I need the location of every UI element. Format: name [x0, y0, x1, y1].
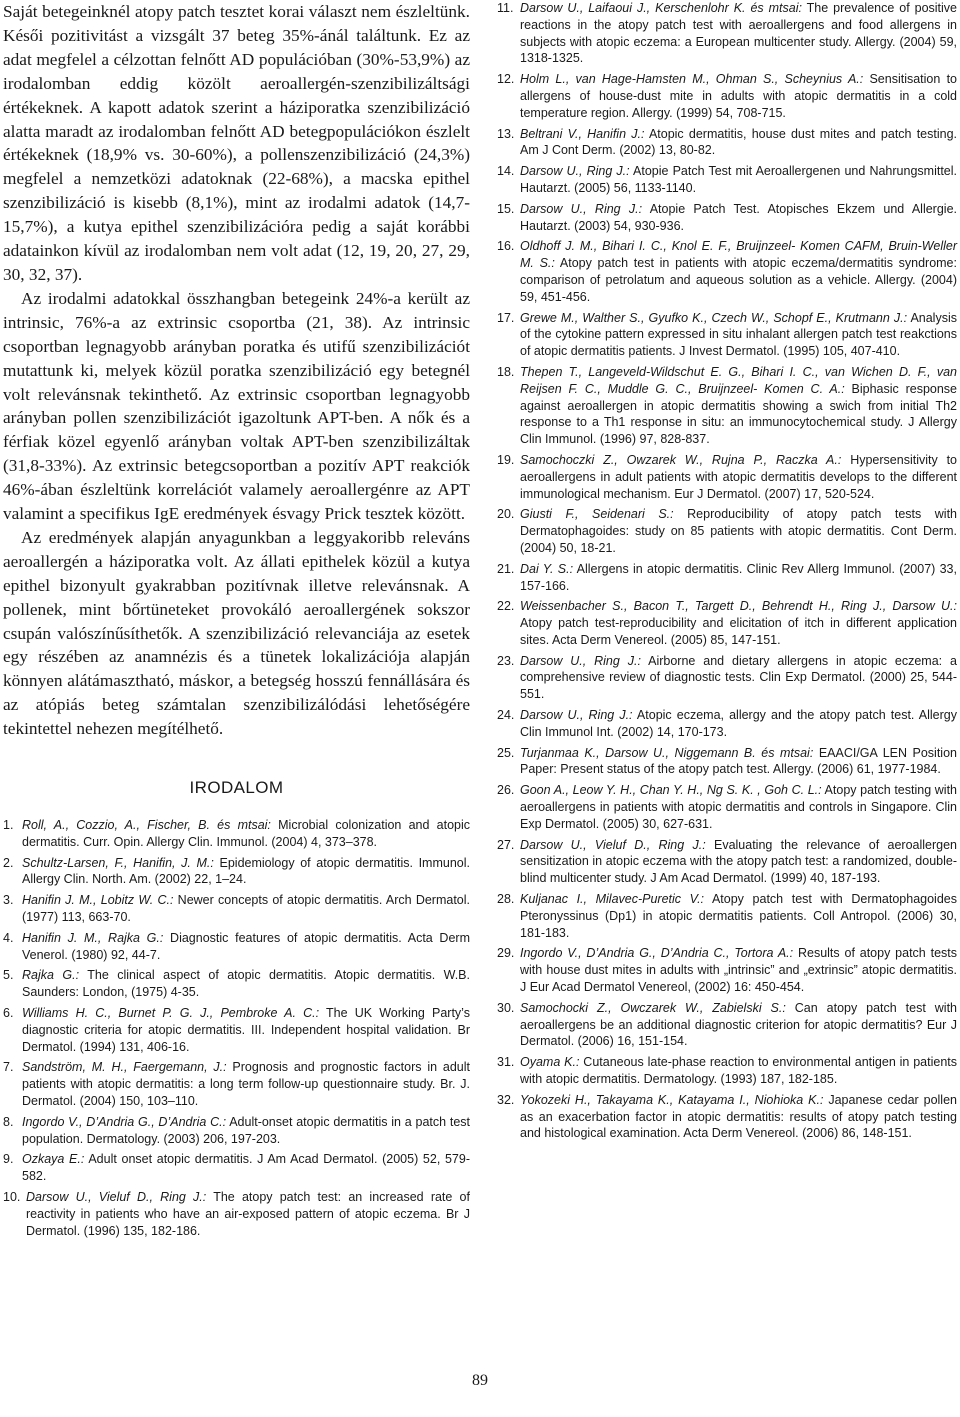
- reference-body: [22, 855, 470, 889]
- reference-authors: Weissenbacher S., Bacon T., Targett D., Behrendt H., Ring J., Darsow U.:: [520, 599, 957, 614]
- reference-citation: Microbial colonization and atopic dermatitis. Curr. Opin. Allergy Clin. Immunol. (2004) 4, 373–378.: [22, 818, 471, 849]
- reference-number: 29.: [497, 946, 515, 961]
- reference-citation: EAACI/GA LEN Position Paper: Present status of the atopy patch test. Allergy. (2006) 61, 1977-1984.: [520, 745, 957, 777]
- reference-number: 27.: [497, 837, 515, 852]
- page-number: 89: [472, 1372, 488, 1389]
- reference-citation: Atopy patch test-reproducibility and elicitation of itch in different application sites. Acta Derm Venereol. (2005) 85, 147-151.: [520, 616, 957, 647]
- reference-item: [497, 71, 957, 121]
- reference-number: 32.: [497, 1092, 515, 1107]
- reference-body: [520, 201, 957, 235]
- reference-number: 30.: [497, 1000, 515, 1015]
- reference-item: [497, 1054, 957, 1088]
- reference-body: [520, 310, 957, 360]
- reference-item: [497, 1000, 957, 1050]
- reference-body: [22, 967, 470, 1001]
- reference-body: [520, 891, 957, 941]
- reference-body: [22, 892, 470, 926]
- reference-citation: Analysis of the cytokine pattern expressed in situ inhalant allergen patch test reakctions of atopic dermatitis patients. J Invest Dermatol. (1995) 105, 407-410.: [520, 310, 957, 359]
- reference-authors: Oldhoff J. M., Bihari I. C., Knol E. F., Bruijnzeel- Komen CAFM, Bruin-Weller M. S.:: [520, 239, 957, 271]
- reference-item: [497, 1092, 957, 1142]
- reference-list-left: [3, 817, 470, 1239]
- reference-number: 18.: [497, 364, 515, 379]
- reference-authors: Sandström, M. H., Faergemann, J.:: [22, 1060, 227, 1075]
- reference-item: [497, 310, 957, 360]
- body-paragraph: Az eredmények alapján anyagunkban a leggyakoribb releváns aeroallergén a háziporatka volt. Az állati epithelek közül a kutya epithel bizonyult gyakrabban pozitívnak illetve relevánsnak. A pollenek, mint bőrtüneteket provokáló aeroallergének sokszor csupán valószínűsíthetők. A szenzibilizáció relevanciája az esetek egy részében az anamnézis és a tünetek lokalizációja alapján könnyen alátámasztható, máskor, a betegség hosszú fennállására és az atópiás beteg számtalan szenzibilizálódási lehetőségére tekintettel nehezen megítélhető.: [3, 527, 470, 739]
- reference-authors: Darsow U., Ring J.:: [520, 201, 643, 216]
- reference-body: [22, 930, 470, 964]
- reference-authors: Schultz-Larsen, F., Hanifin, J. M.:: [22, 855, 214, 870]
- body-paragraph: Az irodalmi adatokkal összhangban betegeink 24%-a került az intrinsic, 76%-a az extrinsic csoportba (21, 38). Az intrinsic csoportban legnagyobb arányban poratka és utifű szenzibilizációt mutattunk ki, melyek közül poratka szenzibilizáció egy betegnél volt relevánsnak tekinthető. Az extrinsic csoportban legnagyobb arányban pollen szenzibilizációt igazoltunk APT-ben. A nők és a férfiak közel egyenlő arányban voltak APT-ben szenzibilizáltak (31,8-33%). Az extrinsic betegcsoportban a pozitív APT reakciók 46%-ában észleltünk korrelációt valamely aeroallergénre az APT valamint a specifikus IgE eredmények ésvagy Prick tesztek között.: [3, 288, 470, 524]
- reference-authors: Darsow U., Ring J.:: [520, 653, 641, 668]
- reference-citation: The clinical aspect of atopic dermatitis. Atopic dermatitis. W.B. Saunders: London, (1975) 4-35.: [22, 968, 470, 1000]
- reference-body: [22, 1059, 470, 1109]
- reference-number: 22.: [497, 599, 515, 614]
- reference-item: [497, 598, 957, 648]
- reference-body: [22, 817, 470, 851]
- reference-number: 17.: [497, 310, 515, 325]
- reference-citation: Cutaneous late-phase reaction to environmental antigen in patients with atopic dermatitis. Dermatology. (1993) 187, 182-185.: [520, 1055, 957, 1087]
- reference-body: [520, 782, 957, 832]
- reference-number: 4.: [3, 930, 14, 945]
- reference-body: [520, 1000, 957, 1050]
- reference-authors: Ingordo V., D’Andria G., D’Andria C., Tortora A.:: [520, 946, 794, 961]
- reference-item: [3, 817, 470, 851]
- reference-authors: Ozkaya E.:: [22, 1152, 85, 1167]
- reference-citation: Prognosis and prognostic factors in adult patients with atopic dermatitis: a long term follow-up questionnaire study. Br. J. Dermatol. (2004) 150, 103–110.: [22, 1060, 470, 1109]
- reference-body: [520, 452, 957, 502]
- reference-item: [3, 967, 470, 1001]
- reference-item: [3, 1189, 470, 1239]
- reference-item: [3, 930, 470, 964]
- reference-item: [497, 891, 957, 941]
- reference-authors: Rajka G.:: [22, 968, 80, 983]
- reference-citation: Results of atopy patch tests with house dust mites in adults with „intrinsic” and „extrinsic” atopic dermatitis. J Eur Acad Dermatol Venereol, (2002) 16: 450-454.: [520, 946, 957, 995]
- reference-item: [3, 1114, 470, 1148]
- reference-citation: Newer concepts of atopic dermatitis. Arch Dermatol. (1977) 113, 663-70.: [22, 893, 470, 925]
- reference-number: 25.: [497, 745, 515, 760]
- reference-citation: Can atopy patch test with aeroallergens be an additional diagnostic criterion for atopic dermatitis? Eur J Dermatol. (2006) 16, 151-154.: [520, 1000, 957, 1049]
- reference-authors: Goon A., Leow Y. H., Chan Y. H., Ng S. K. , Goh C. L.:: [520, 783, 822, 798]
- reference-citation: Adult onset atopic dermatitis. J Am Acad Dermatol. (2005) 52, 579-582.: [22, 1152, 470, 1184]
- reference-authors: Beltrani V., Hanifin J.:: [520, 126, 645, 141]
- reference-body: [520, 0, 957, 67]
- reference-authors: Darsow U., Ring J.:: [520, 164, 630, 179]
- reference-item: [497, 201, 957, 235]
- reference-citation: Evaluating the relevance of aeroallergen sensitization in atopic eczema with the atopy patch test: a randomized, double-blind multicenter study. J Am Acad Dermatol. (1999) 40, 187-193.: [520, 837, 957, 886]
- reference-number: 5.: [3, 968, 14, 983]
- reference-citation: Atopy patch testing with aeroallergens in patients with atopic dermatitis and controls in Singapore. Clin Exp Dermatol. (2005) 30, 627-631.: [520, 783, 957, 831]
- reference-item: [497, 238, 957, 305]
- reference-authors: Yokozeki H., Takayama K., Katayama I., Niohioka K.:: [520, 1092, 824, 1107]
- reference-authors: Darsow U., Vieluf D., Ring J.:: [520, 837, 706, 852]
- reference-authors: Dai Y. S.:: [520, 561, 574, 576]
- reference-authors: Giusti F., Seidenari S.:: [520, 507, 674, 522]
- reference-number: 1.: [3, 818, 14, 833]
- reference-number: 3.: [3, 893, 14, 908]
- reference-body: [520, 1092, 957, 1142]
- reference-number: 21.: [497, 561, 515, 576]
- reference-body: [520, 71, 957, 121]
- reference-body: [520, 238, 957, 305]
- left-column: [3, 0, 470, 1243]
- reference-authors: Thepen T., Langeveld-Wildschut E. G., Bihari I. C., van Wichen D. F., van Reijsen F. C., Muddle G. C., Bruijnzeel- Komen C. A.:: [520, 364, 957, 396]
- reference-body: [520, 364, 957, 448]
- reference-number: 9.: [3, 1152, 14, 1167]
- reference-body: [520, 126, 957, 160]
- reference-citation: Adult-onset atopic dermatitis in a patch test population. Dermatology. (2003) 206, 197-203.: [22, 1114, 470, 1146]
- reference-item: [497, 163, 957, 197]
- reference-item: [497, 945, 957, 995]
- reference-body: [520, 837, 957, 887]
- reference-body: [520, 653, 957, 703]
- reference-citation: Sensitisation to allergens of house-dust mite in adults with atopic dermatitis in a cold temperature region. Allergy. (1999) 54, 708-715.: [520, 72, 957, 120]
- reference-authors: Darsow U., Ring J.:: [520, 708, 633, 723]
- references-heading: IRODALOM: [189, 778, 284, 798]
- reference-body: [520, 598, 957, 648]
- reference-citation: Atopie Patch Test mit Aeroallergenen und Nahrungsmittel. Hautarzt. (2005) 56, 1133-1140.: [520, 164, 957, 195]
- reference-number: 16.: [497, 239, 515, 254]
- reference-authors: Hanifin J. M., Rajka G.:: [22, 930, 164, 945]
- reference-number: 7.: [3, 1060, 14, 1075]
- reference-citation: The prevalence of positive reactions in the atopy patch test with aeroallergens and food allergens in subjects with atopic eczema: a European multicenter study. Allergy. (2004) 59, 1318-1325.: [520, 1, 958, 66]
- reference-body: [520, 506, 957, 556]
- reference-authors: Darsow U., Vieluf D., Ring J.:: [26, 1190, 207, 1205]
- reference-item: [3, 1005, 470, 1055]
- reference-number: 31.: [497, 1055, 515, 1070]
- reference-item: [497, 0, 957, 67]
- reference-body: [520, 561, 957, 595]
- reference-citation: Airborne and dietary allergens in atopic eczema: a comprehensive review of diagnostic tests. Clin Exp Dermatol. (2000) 25, 544-551.: [520, 653, 957, 702]
- reference-authors: Ingordo V., D’Andria G., D’Andria C.:: [22, 1114, 227, 1129]
- reference-citation: The UK Working Party’s diagnostic criteria for atopic dermatitis. III. Independent hospital validation. Br Dermatol. (1994) 131, 406-16.: [22, 1006, 470, 1054]
- right-column: [497, 0, 957, 1146]
- reference-authors: Samochoczki Z., Owzarek W., Rujna P., Raczka A.:: [520, 452, 842, 467]
- reference-number: 23.: [497, 653, 515, 668]
- reference-number: 26.: [497, 783, 515, 798]
- reference-authors: Samochocki Z., Owczarek W., Zabielski S.:: [520, 1000, 786, 1015]
- reference-authors: Kuljanac I., Milavec-Puretic V.:: [520, 892, 705, 907]
- reference-number: 10.: [3, 1190, 21, 1205]
- reference-citation: Allergens in atopic dermatitis. Clinic Rev Allerg Immunol. (2007) 33, 157-166.: [520, 561, 957, 593]
- reference-number: 6.: [3, 1006, 14, 1021]
- reference-citation: Japanese cedar pollen as an exacerbation factor in atopic dermatitis: results of atopy patch testing and histological examination. Acta Derm Venereol. (2006) 86, 148-151.: [520, 1092, 957, 1141]
- reference-number: 24.: [497, 708, 515, 723]
- reference-authors: Holm L., van Hage-Hamsten M., Ohman S., Scheynius A.:: [520, 72, 864, 87]
- reference-authors: Turjanmaa K., Darsow U., Niggemann B. és mtsai:: [520, 745, 814, 760]
- reference-citation: Epidemiology of atopic dermatitis. Immunol. Allergy Clin. North. Am. (2002) 22, 1–24.: [22, 855, 470, 887]
- reference-item: [3, 1059, 470, 1109]
- reference-body: [22, 1005, 470, 1055]
- reference-authors: Roll, A., Cozzio, A., Fischer, B. és mtsai:: [22, 818, 271, 833]
- reference-authors: Darsow U., Laifaoui J., Kerschenlohr K. és mtsai:: [520, 1, 802, 15]
- reference-item: [497, 837, 957, 887]
- reference-item: [497, 364, 957, 448]
- reference-item: [497, 126, 957, 160]
- reference-number: 20.: [497, 507, 515, 522]
- reference-body: [520, 745, 957, 779]
- reference-number: 28.: [497, 892, 515, 907]
- reference-body: [520, 945, 957, 995]
- reference-number: 2.: [3, 855, 14, 870]
- body-paragraph: Saját betegeinknél atopy patch tesztet korai választ nem észleltünk. Késői pozitivitást a vizsgált 37 beteg 35%-ánál találtunk. Ez az adat megfelel a célzottan felnőtt AD populációban (30%-53,9%) az irodalomban eddig közölt aeroallergén-szenzibilizáltsági értékeknek. A kapott adatok szerint a háziporatka szenzibilizáció alatta maradt az irodalomban felnőtt AD betegpopulációkon észlelt értékeknek (18,9% vs. 30-60%), a pollenszenzibilizáció (24,3%) megfelel a nemzetközi adatoknak (22-68%), a macska epithel szenzibilizáció is kisebb (8,1%), mint az irodalmi adatok (14,7-15,7%), a kutya epithel szenzibilizációra pedig a saját korábbi adatainkon kívül az irodalomban nem volt adat (12, 19, 20, 27, 29, 30, 32, 37).: [3, 2, 470, 284]
- reference-list-right: [497, 0, 957, 1142]
- reference-item: [497, 745, 957, 779]
- reference-citation: Reproducibility of atopy patch tests with Dermatophagoides: study on 85 patients with atopic dermatitis. Cont Derm. (2004) 50, 18-21.: [520, 507, 958, 555]
- reference-authors: Williams H. C., Burnet P. G. J., Pembroke A. C.:: [22, 1006, 320, 1021]
- reference-number: 15.: [497, 201, 515, 216]
- reference-citation: Diagnostic features of atopic dermatitis. Acta Derm Venerol. (1980) 92, 44-7.: [22, 930, 470, 962]
- reference-body: [22, 1114, 470, 1148]
- reference-body: [26, 1189, 470, 1239]
- reference-citation: Atopy patch test in patients with atopic eczema/dermatitis syndrome: comparison of petrolatum and aqueous solution as a vehicle. Allergy. (2004) 59, 451-456.: [520, 256, 957, 304]
- reference-item: [497, 782, 957, 832]
- reference-body: [22, 1151, 470, 1185]
- reference-citation: Atopy patch test with Dermatophagoides Pteronyssinus (Dp1) in atopic dermatitis patients. Coll Antropol. (2006) 30, 181-183.: [520, 892, 957, 940]
- reference-item: [3, 892, 470, 926]
- reference-item: [3, 855, 470, 889]
- reference-citation: Atopic eczema, allergy and the atopy patch test. Allergy Clin Immunol Int. (2002) 14, 170-173.: [520, 708, 957, 739]
- reference-number: 14.: [497, 164, 515, 179]
- reference-number: 13.: [497, 126, 515, 141]
- reference-item: [497, 506, 957, 556]
- reference-authors: Grewe M., Walther S., Gyufko K., Czech W., Schopf E., Krutmann J.:: [520, 310, 908, 325]
- reference-authors: Hanifin J. M., Lobitz W. C.:: [22, 893, 174, 908]
- reference-item: [497, 653, 957, 703]
- reference-item: [497, 452, 957, 502]
- reference-body: [520, 1054, 957, 1088]
- reference-body: [520, 163, 957, 197]
- reference-authors: Oyama K.:: [520, 1055, 580, 1070]
- reference-number: 8.: [3, 1114, 14, 1129]
- reference-number: 11.: [497, 1, 514, 15]
- reference-citation: Atopic dermatitis, house dust mites and patch testing. Am J Cont Derm. (2002) 13, 80-82.: [520, 126, 957, 158]
- reference-citation: Atopie Patch Test. Atopisches Ekzem und Allergie. Hautarzt. (2003) 54, 930-936.: [520, 201, 957, 233]
- reference-body: [520, 707, 957, 741]
- reference-item: [3, 1151, 470, 1185]
- reference-citation: Biphasic response against aeroallergen in atopic dermatitis showing a swich from initial Th2 response to a Th1 response in situ: an immunocytochemical study. J Allergy Clin Immunol. (1996) 97, 828-837.: [520, 381, 957, 447]
- reference-item: [497, 707, 957, 741]
- reference-item: [497, 561, 957, 595]
- reference-citation: Hypersensitivity to aeroallergens in adult patients with atopic dermatitis develops to the different immunological mechanism. Eur J Dermatol. (2007) 17, 520-524.: [520, 452, 958, 501]
- reference-citation: The atopy patch test: an increased rate of reactivity in patients who have an air-exposed pattern of atopic eczema. Br J Dermatol. (1996) 135, 182-186.: [26, 1190, 470, 1238]
- reference-number: 12.: [497, 72, 515, 87]
- reference-number: 19.: [497, 452, 515, 467]
